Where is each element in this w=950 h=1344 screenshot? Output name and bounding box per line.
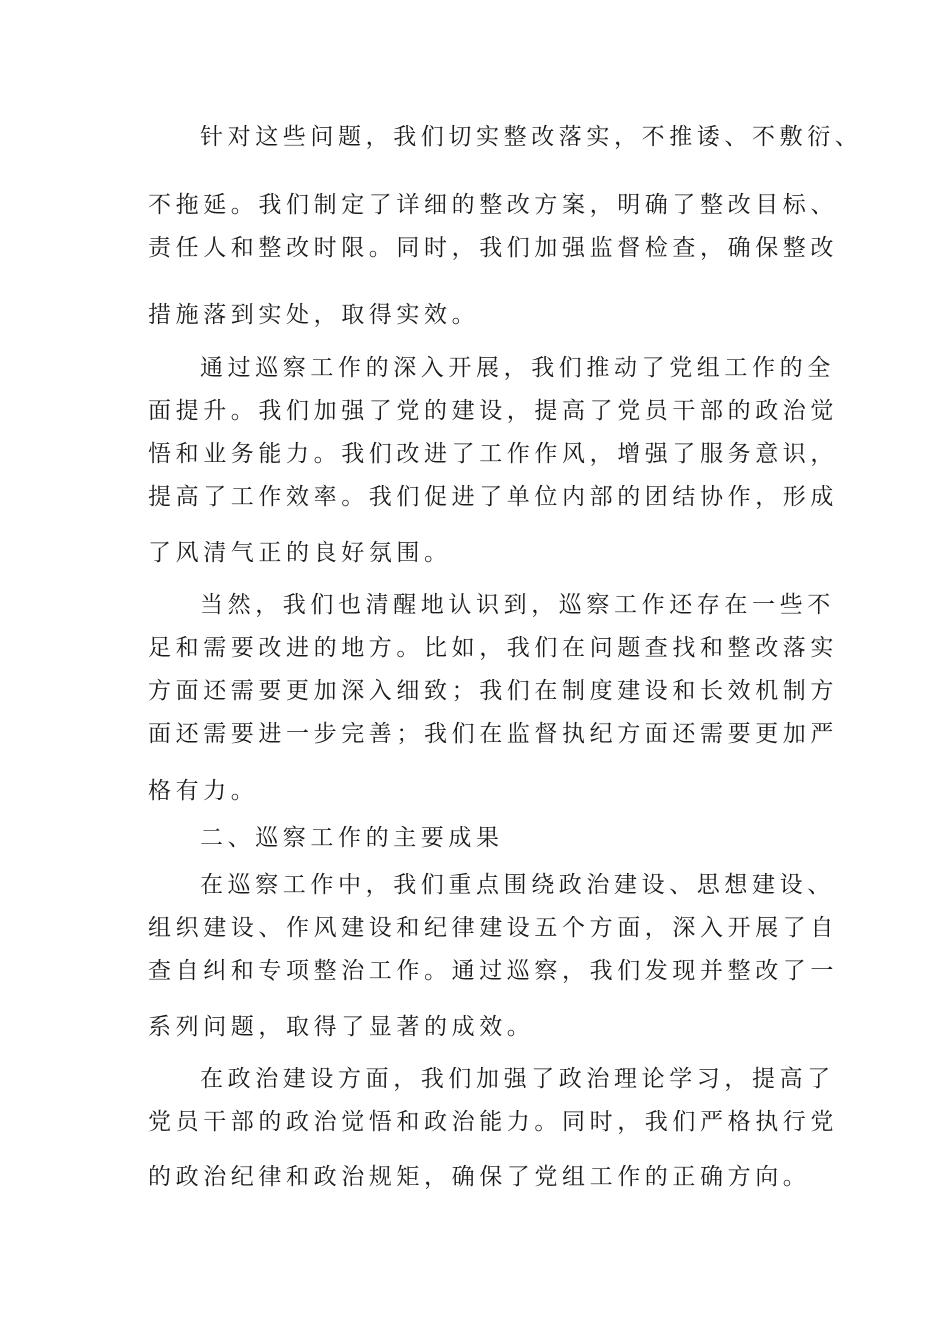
text-line: 提高了工作效率。我们促进了单位内部的团结协作，形成 xyxy=(148,484,838,510)
text-line: 责任人和整改时限。同时，我们加强监督检查，确保整改 xyxy=(148,235,838,261)
text-line: 格有力。 xyxy=(148,778,259,804)
text-line: 方面还需要更加深入细致；我们在制度建设和长效机制方 xyxy=(148,678,838,704)
text-line: 面提升。我们加强了党的建设，提高了党员干部的政治觉 xyxy=(148,398,838,424)
text-line: 不拖延。我们制定了详细的整改方案，明确了整改目标、 xyxy=(148,192,838,218)
text-line: 查自纠和专项整治工作。通过巡察，我们发现并整改了一 xyxy=(148,958,838,984)
text-line: 的政治纪律和政治规矩，确保了党组工作的正确方向。 xyxy=(148,1164,811,1190)
text-line: 面还需要进一步完善；我们在监督执纪方面还需要更加严 xyxy=(148,721,838,747)
section-heading: 二、巡察工作的主要成果 xyxy=(200,825,504,851)
text-line: 了风清气正的良好氛围。 xyxy=(148,540,452,566)
text-line: 在巡察工作中，我们重点围绕政治建设、思想建设、 xyxy=(200,872,835,898)
text-line: 组织建设、作风建设和纪律建设五个方面，深入开展了自 xyxy=(148,915,838,941)
text-line: 当然，我们也清醒地认识到，巡察工作还存在一些不 xyxy=(200,592,835,618)
text-line: 措施落到实处，取得实效。 xyxy=(148,302,480,328)
text-line: 悟和业务能力。我们改进了工作作风，增强了服务意识， xyxy=(148,441,838,467)
text-line: 针对这些问题，我们切实整改落实，不推诿、不敷衍、 xyxy=(200,124,863,150)
text-line: 足和需要改进的地方。比如，我们在问题查找和整改落实 xyxy=(148,635,838,661)
text-line: 党员干部的政治觉悟和政治能力。同时，我们严格执行党 xyxy=(148,1109,838,1135)
text-line: 通过巡察工作的深入开展，我们推动了党组工作的全 xyxy=(200,355,835,381)
text-line: 在政治建设方面，我们加强了政治理论学习，提高了 xyxy=(200,1066,835,1092)
text-line: 系列问题，取得了显著的成效。 xyxy=(148,1014,535,1040)
